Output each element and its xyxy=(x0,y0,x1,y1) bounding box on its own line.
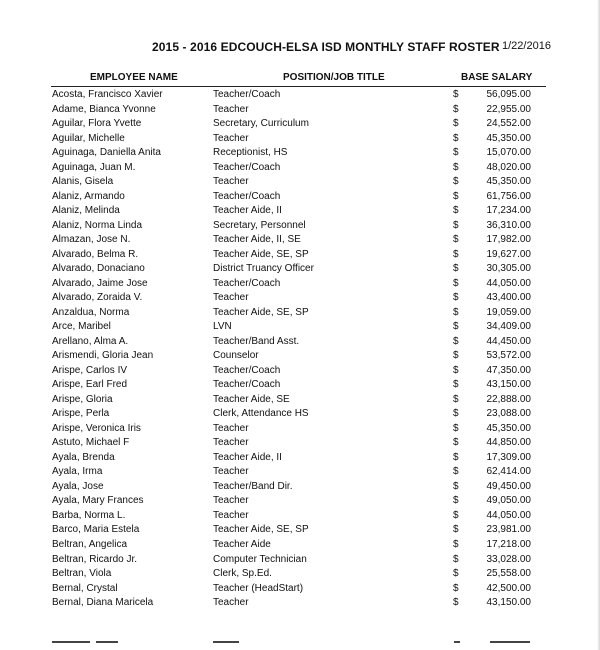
table-row xyxy=(0,335,600,350)
position-cell: Teacher/Coach xyxy=(213,277,281,289)
currency-symbol: $ xyxy=(453,321,459,333)
header-underline xyxy=(51,86,546,87)
table-row xyxy=(0,538,600,553)
currency-symbol: $ xyxy=(453,538,459,550)
salary-cell: 22,888.00 xyxy=(486,393,531,405)
salary-cell: 23,088.00 xyxy=(486,408,531,420)
currency-symbol: $ xyxy=(453,234,459,246)
currency-symbol: $ xyxy=(453,248,459,260)
salary-cell: 53,572.00 xyxy=(486,350,531,362)
salary-cell: 44,050.00 xyxy=(486,509,531,521)
currency-symbol: $ xyxy=(453,132,459,144)
currency-symbol: $ xyxy=(453,103,459,115)
column-header-position: POSITION/JOB TITLE xyxy=(283,72,385,83)
position-cell: Teacher xyxy=(213,509,249,521)
employee-name-cell: Aguinaga, Juan M. xyxy=(52,161,136,173)
employee-name-cell: Alvarado, Jaime Jose xyxy=(52,277,148,289)
table-row xyxy=(0,364,600,379)
employee-name-cell: Bernal, Crystal xyxy=(52,582,118,594)
position-cell: Teacher xyxy=(213,597,249,609)
salary-cell: 23,981.00 xyxy=(486,524,531,536)
currency-symbol: $ xyxy=(453,582,459,594)
employee-name-cell: Alaniz, Armando xyxy=(52,190,125,202)
position-cell: Teacher/Coach xyxy=(213,190,281,202)
currency-symbol: $ xyxy=(453,161,459,173)
salary-cell: 47,350.00 xyxy=(486,364,531,376)
currency-symbol: $ xyxy=(453,292,459,304)
table-row xyxy=(0,175,600,190)
salary-cell: 44,050.00 xyxy=(486,277,531,289)
currency-symbol: $ xyxy=(453,205,459,217)
currency-symbol: $ xyxy=(453,118,459,130)
table-row xyxy=(0,233,600,248)
position-cell: Teacher (HeadStart) xyxy=(213,582,304,594)
position-cell: District Truancy Officer xyxy=(213,263,314,275)
employee-name-cell: Alanis, Gisela xyxy=(52,176,114,188)
salary-cell: 17,309.00 xyxy=(486,451,531,463)
employee-name-cell: Astuto, Michael F xyxy=(52,437,130,449)
currency-symbol: $ xyxy=(453,89,459,100)
salary-cell: 45,350.00 xyxy=(486,422,531,434)
employee-name-cell: Arispe, Perla xyxy=(52,408,110,420)
salary-cell: 43,150.00 xyxy=(486,597,531,609)
position-cell: Teacher xyxy=(213,466,249,478)
salary-cell: 17,218.00 xyxy=(486,538,531,550)
currency-symbol: $ xyxy=(453,480,459,492)
position-cell: Teacher Aide, SE, SP xyxy=(213,248,309,260)
position-cell: Teacher/Band Dir. xyxy=(213,480,293,492)
currency-symbol: $ xyxy=(453,451,459,463)
salary-cell: 45,350.00 xyxy=(486,132,531,144)
salary-cell: 42,500.00 xyxy=(486,582,531,594)
employee-name-cell: Anzaldua, Norma xyxy=(52,306,130,318)
salary-cell: 19,059.00 xyxy=(486,306,531,318)
position-cell: LVN xyxy=(213,321,232,333)
employee-name-cell: Alvarado, Donaciano xyxy=(52,263,145,275)
salary-cell: 45,350.00 xyxy=(486,176,531,188)
position-cell: Secretary, Personnel xyxy=(213,219,306,231)
position-cell: Teacher xyxy=(213,422,249,434)
table-row xyxy=(0,204,600,219)
table-row xyxy=(0,117,600,132)
position-cell: Teacher Aide xyxy=(213,538,271,550)
employee-name-cell: Ayala, Mary Frances xyxy=(52,495,144,507)
table-row xyxy=(0,88,600,103)
table-row xyxy=(0,146,600,161)
employee-name-cell: Ayala, Irma xyxy=(52,466,103,478)
employee-name-cell: Beltran, Ricardo Jr. xyxy=(52,553,138,565)
employee-name-cell: Beltran, Angelica xyxy=(52,538,128,550)
currency-symbol: $ xyxy=(453,524,459,536)
position-cell: Teacher xyxy=(213,132,249,144)
table-row xyxy=(0,465,600,480)
table-row xyxy=(0,436,600,451)
position-cell: Teacher/Coach xyxy=(213,89,281,100)
position-cell: Teacher/Coach xyxy=(213,379,281,391)
position-cell: Teacher Aide, SE xyxy=(213,393,290,405)
employee-name-cell: Arispe, Carlos IV xyxy=(52,364,128,376)
position-cell: Computer Technician xyxy=(213,553,307,565)
table-row xyxy=(0,393,600,408)
table-row xyxy=(0,596,600,611)
position-cell: Counselor xyxy=(213,350,259,362)
table-row xyxy=(0,306,600,321)
table-row xyxy=(0,567,600,582)
position-cell: Clerk, Attendance HS xyxy=(213,408,309,420)
salary-cell: 44,450.00 xyxy=(486,335,531,347)
employee-name-cell: Arismendi, Gloria Jean xyxy=(52,350,154,362)
currency-symbol: $ xyxy=(453,466,459,478)
currency-symbol: $ xyxy=(453,335,459,347)
currency-symbol: $ xyxy=(453,190,459,202)
employee-name-cell: Alaniz, Melinda xyxy=(52,205,120,217)
salary-cell: 17,234.00 xyxy=(486,205,531,217)
table-row xyxy=(0,582,600,597)
position-cell: Teacher/Coach xyxy=(213,364,281,376)
currency-symbol: $ xyxy=(453,379,459,391)
employee-name-cell: Arce, Maribel xyxy=(52,321,111,333)
salary-cell: 34,409.00 xyxy=(486,321,531,333)
salary-cell: 33,028.00 xyxy=(486,553,531,565)
currency-symbol: $ xyxy=(453,350,459,362)
salary-cell: 49,050.00 xyxy=(486,495,531,507)
position-cell: Teacher xyxy=(213,495,249,507)
employee-name-cell: Alvarado, Belma R. xyxy=(52,248,139,260)
employee-name-cell: Beltran, Viola xyxy=(52,568,112,580)
currency-symbol: $ xyxy=(453,408,459,420)
currency-symbol: $ xyxy=(453,437,459,449)
table-row xyxy=(0,480,600,495)
table-row xyxy=(0,349,600,364)
salary-cell: 48,020.00 xyxy=(486,161,531,173)
column-header-base-salary: BASE SALARY xyxy=(461,72,533,83)
position-cell: Secretary, Curriculum xyxy=(213,118,309,130)
salary-cell: 25,558.00 xyxy=(486,568,531,580)
table-row xyxy=(0,422,600,437)
salary-cell: 19,627.00 xyxy=(486,248,531,260)
employee-name-cell: Acosta, Francisco Xavier xyxy=(52,89,163,100)
currency-symbol: $ xyxy=(453,263,459,275)
position-cell: Clerk, Sp.Ed. xyxy=(213,568,272,580)
currency-symbol: $ xyxy=(453,277,459,289)
table-row xyxy=(0,248,600,263)
table-row xyxy=(0,320,600,335)
employee-name-cell: Ayala, Brenda xyxy=(52,451,115,463)
table-row xyxy=(0,553,600,568)
employee-name-cell: Almazan, Jose N. xyxy=(52,234,131,246)
currency-symbol: $ xyxy=(453,509,459,521)
salary-cell: 15,070.00 xyxy=(486,147,531,159)
salary-cell: 43,150.00 xyxy=(486,379,531,391)
employee-name-cell: Arellano, Alma A. xyxy=(52,335,129,347)
employee-name-cell: Alaniz, Norma Linda xyxy=(52,219,143,231)
employee-name-cell: Arispe, Gloria xyxy=(52,393,113,405)
salary-cell: 56,095.00 xyxy=(486,89,531,100)
employee-name-cell: Aguilar, Michelle xyxy=(52,132,125,144)
currency-symbol: $ xyxy=(453,553,459,565)
document-date: 1/22/2016 xyxy=(502,40,551,52)
roster-table-body xyxy=(0,88,600,611)
salary-cell: 17,982.00 xyxy=(486,234,531,246)
table-row xyxy=(0,190,600,205)
salary-cell: 62,414.00 xyxy=(486,466,531,478)
table-row xyxy=(0,219,600,234)
salary-cell: 36,310.00 xyxy=(486,219,531,231)
position-cell: Teacher Aide, II, SE xyxy=(213,234,301,246)
salary-cell: 24,552.00 xyxy=(486,118,531,130)
position-cell: Teacher/Band Asst. xyxy=(213,335,300,347)
table-row xyxy=(0,509,600,524)
table-row xyxy=(0,494,600,509)
position-cell: Teacher Aide, II xyxy=(213,451,282,463)
table-row xyxy=(0,378,600,393)
cut-off-next-row xyxy=(52,641,542,650)
currency-symbol: $ xyxy=(453,568,459,580)
table-row xyxy=(0,277,600,292)
employee-name-cell: Adame, Bianca Yvonne xyxy=(52,103,156,115)
position-cell: Teacher Aide, SE, SP xyxy=(213,524,309,536)
salary-cell: 49,450.00 xyxy=(486,480,531,492)
salary-cell: 43,400.00 xyxy=(486,292,531,304)
currency-symbol: $ xyxy=(453,176,459,188)
position-cell: Teacher xyxy=(213,292,249,304)
currency-symbol: $ xyxy=(453,364,459,376)
table-row xyxy=(0,132,600,147)
column-header-employee-name: EMPLOYEE NAME xyxy=(90,72,178,83)
employee-name-cell: Aguinaga, Daniella Anita xyxy=(52,147,161,159)
currency-symbol: $ xyxy=(453,495,459,507)
salary-cell: 30,305.00 xyxy=(486,263,531,275)
position-cell: Teacher xyxy=(213,176,249,188)
position-cell: Teacher Aide, SE, SP xyxy=(213,306,309,318)
table-row xyxy=(0,262,600,277)
employee-name-cell: Aguilar, Flora Yvette xyxy=(52,118,142,130)
employee-name-cell: Bernal, Diana Maricela xyxy=(52,597,154,609)
employee-name-cell: Arispe, Veronica Iris xyxy=(52,422,141,434)
position-cell: Receptionist, HS xyxy=(213,147,288,159)
position-cell: Teacher Aide, II xyxy=(213,205,282,217)
currency-symbol: $ xyxy=(453,147,459,159)
employee-name-cell: Arispe, Earl Fred xyxy=(52,379,128,391)
currency-symbol: $ xyxy=(453,597,459,609)
employee-name-cell: Barba, Norma L. xyxy=(52,509,126,521)
salary-cell: 61,756.00 xyxy=(486,190,531,202)
table-row xyxy=(0,451,600,466)
salary-cell: 22,955.00 xyxy=(486,103,531,115)
position-cell: Teacher xyxy=(213,437,249,449)
currency-symbol: $ xyxy=(453,422,459,434)
salary-cell: 44,850.00 xyxy=(486,437,531,449)
table-row xyxy=(0,291,600,306)
employee-name-cell: Alvarado, Zoraida V. xyxy=(52,292,143,304)
employee-name-cell: Barco, Maria Estela xyxy=(52,524,140,536)
document-title: 2015 - 2016 EDCOUCH-ELSA ISD MONTHLY STAFF ROSTER xyxy=(152,40,500,54)
currency-symbol: $ xyxy=(453,219,459,231)
position-cell: Teacher xyxy=(213,103,249,115)
table-row xyxy=(0,407,600,422)
table-row xyxy=(0,103,600,118)
position-cell: Teacher/Coach xyxy=(213,161,281,173)
table-row xyxy=(0,161,600,176)
currency-symbol: $ xyxy=(453,393,459,405)
currency-symbol: $ xyxy=(453,306,459,318)
employee-name-cell: Ayala, Jose xyxy=(52,480,104,492)
table-row xyxy=(0,523,600,538)
